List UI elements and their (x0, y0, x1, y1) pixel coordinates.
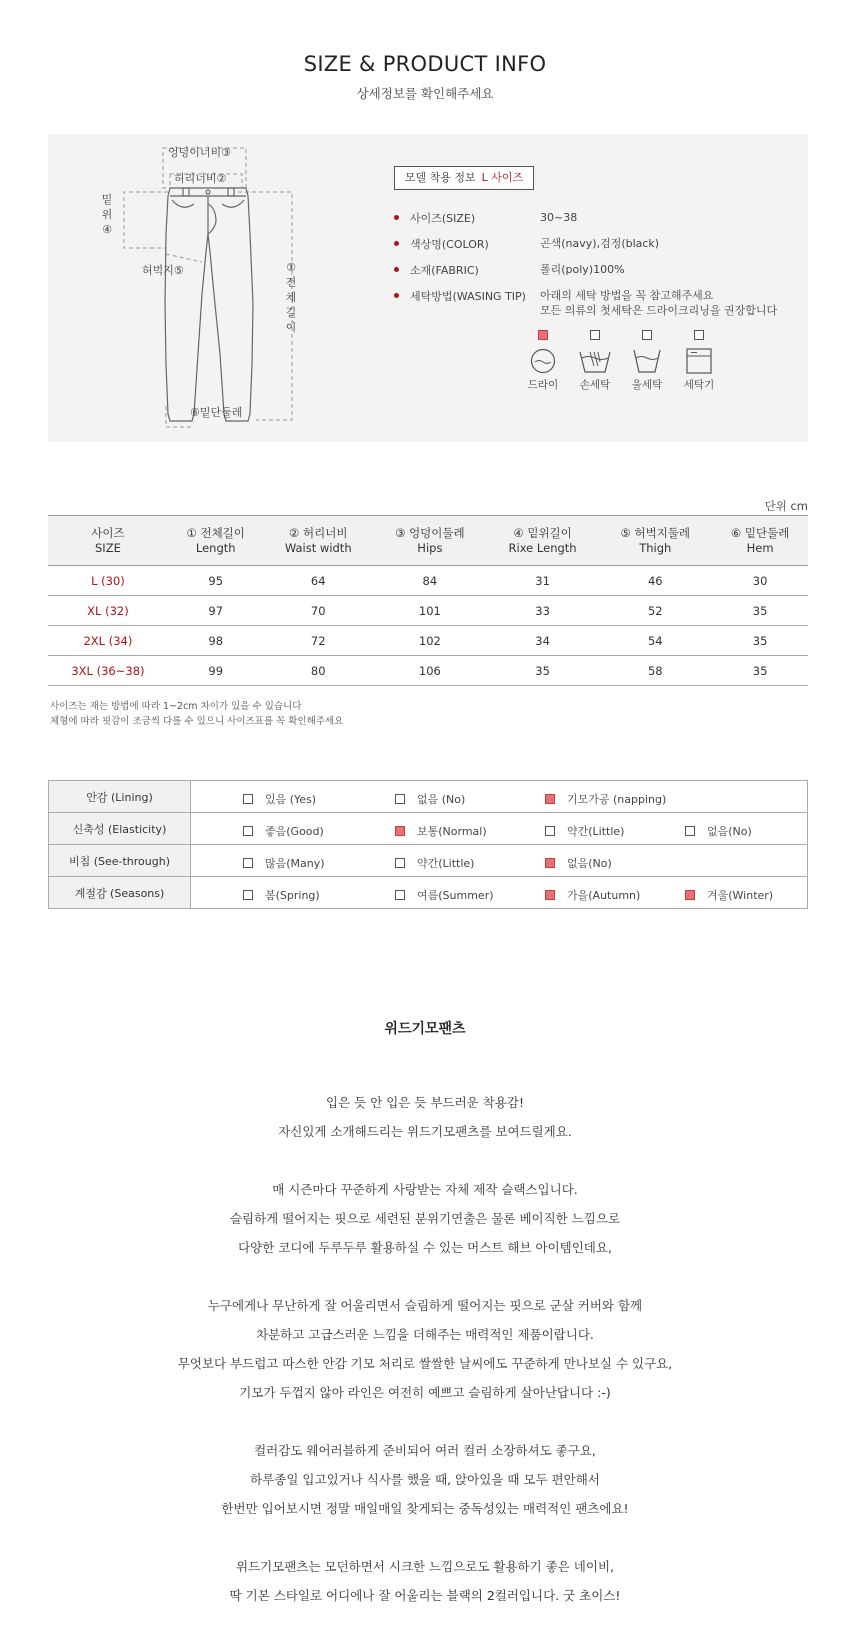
checkbox-checked-icon (395, 826, 405, 836)
table-cell: 35 (487, 656, 599, 686)
diagram-label-hem: ⑥밑단둘레 (190, 406, 243, 419)
description-line: 자신있게 소개해드리는 위드기모팬츠를 보여드릴게요. (278, 1124, 572, 1139)
model-size-label: 모델 착용 정보 (404, 171, 476, 184)
attr-option: 겨울(Winter) (685, 887, 773, 903)
description-line: 차분하고 고급스러운 느낌을 더해주는 매력적인 제품이랍니다. (256, 1327, 594, 1342)
table-cell: 80 (264, 656, 373, 686)
attr-option: 가을(Autumn) (545, 887, 640, 903)
attr-option: 약간(Little) (545, 823, 624, 839)
header-hips: ③ 엉덩이둘레 Hips (373, 516, 487, 566)
hand-wash-icon (578, 348, 612, 374)
spec-key: 사이즈(SIZE) (410, 212, 476, 225)
table-cell: 102 (373, 626, 487, 656)
attr-row-see-through (49, 845, 808, 877)
diagram-label-waist: 허리너비② (174, 172, 227, 185)
diagram-label-thigh: 허벅지⑤ (142, 264, 184, 277)
description-line: 누구에게나 무난하게 잘 어울리면서 슬림하게 떨어지는 핏으로 군살 커버와 함께 (207, 1298, 643, 1313)
dry-clean-icon (529, 348, 557, 374)
table-cell: 35 (712, 626, 808, 656)
spec-value: 30~38 (540, 211, 578, 224)
checkbox-checked-icon (545, 858, 555, 868)
table-cell: 84 (373, 566, 487, 596)
attr-option: 없음(No) (545, 855, 612, 871)
description-line: 입은 듯 안 입은 듯 부드러운 착용감! (326, 1095, 524, 1110)
table-cell: 95 (168, 566, 264, 596)
checkbox-icon (642, 330, 652, 340)
spec-key: 세탁방법(WASING TIP) (410, 290, 526, 303)
description-line: 딱 기본 스타일로 어디에나 잘 어울리는 블랙의 2컬러입니다. 굿 초이스! (229, 1588, 621, 1603)
attr-label: 안감 (Lining) (49, 781, 191, 813)
table-row (48, 566, 808, 596)
size-note-2: 체형에 따라 핏감이 조금씩 다를 수 있으니 사이즈표를 꼭 확인해주세요 (50, 716, 344, 727)
wash-tip-line-1: 아래의 세탁 방법을 꼭 참고해주세요 (540, 289, 714, 302)
table-cell: 101 (373, 596, 487, 626)
attr-row-seasons (49, 877, 808, 909)
header-waist: ② 허리너비 Waist width (264, 516, 373, 566)
size-table (48, 515, 808, 686)
size-cell: 2XL (34) (48, 626, 168, 656)
checkbox-icon (694, 330, 704, 340)
table-cell: 30 (712, 566, 808, 596)
diagram-label-length: ①전체길이 (285, 261, 297, 334)
spec-key: 색상명(COLOR) (410, 238, 489, 251)
spec-key: 소재(FABRIC) (410, 264, 479, 277)
checkbox-checked-icon (545, 794, 555, 804)
attr-row-lining (49, 781, 808, 813)
wash-option-wool (622, 330, 672, 392)
description-line: 컬러감도 웨어러블하게 준비되어 여러 컬러 소장하셔도 좋구요, (254, 1443, 596, 1458)
wash-option-hand (570, 330, 620, 392)
checkbox-icon (395, 858, 405, 868)
header-thigh: ⑤ 허벅지둘레 Thigh (598, 516, 712, 566)
header-size: 사이즈 SIZE (48, 516, 168, 566)
description-line: 슬림하게 떨어지는 핏으로 세련된 분위기연출은 물론 베이직한 느낌으로 (229, 1211, 621, 1226)
spec-value: 곤색(navy),검정(black) (540, 237, 660, 250)
description-line (0, 1262, 850, 1291)
table-cell: 58 (598, 656, 712, 686)
wash-label: 세탁기 (683, 379, 715, 391)
attr-row-elasticity (49, 813, 808, 845)
attr-option: 없음(No) (685, 823, 752, 839)
description-line: 매 시즌마다 꾸준하게 사랑받는 자체 제작 슬랙스입니다. (272, 1182, 578, 1197)
page-subtitle: 상세정보를 확인해주세요 (356, 86, 494, 101)
bullet-icon (394, 241, 399, 246)
wash-option-dry (518, 330, 568, 392)
description-line: 무엇보다 부드럽고 따스한 안감 기모 처리로 쌀쌀한 날씨에도 꾸준하게 만나보실 수 있구요, (177, 1356, 673, 1371)
size-note-1: 사이즈는 재는 방법에 따라 1~2cm 차이가 있을 수 있습니다 (50, 701, 302, 712)
table-cell: 54 (598, 626, 712, 656)
checkbox-icon (395, 890, 405, 900)
spec-value: 폴리(poly)100% (540, 263, 625, 276)
table-cell: 35 (712, 656, 808, 686)
attr-option: 약간(Little) (395, 855, 474, 871)
wash-label: 드라이 (527, 379, 559, 391)
wool-wash-icon (632, 348, 662, 374)
bullet-icon (394, 215, 399, 220)
checkbox-icon (243, 890, 253, 900)
description-body (0, 1088, 850, 1610)
table-cell: 46 (598, 566, 712, 596)
wash-option-machine (674, 330, 724, 392)
washing-machine-icon (685, 348, 713, 374)
size-table-header (48, 516, 808, 566)
bullet-icon (394, 293, 399, 298)
table-cell: 70 (264, 596, 373, 626)
page-title: SIZE & PRODUCT INFO (303, 52, 547, 76)
description-line: 위드기모팬츠는 모던하면서 시크한 느낌으로도 활용하기 좋은 네이비, (236, 1559, 614, 1574)
attr-label: 비침 (See-through) (49, 845, 191, 877)
unit-label: 단위 cm (764, 499, 808, 513)
checkbox-icon (545, 826, 555, 836)
checkbox-icon (243, 794, 253, 804)
wash-label: 손세탁 (579, 379, 611, 391)
description-title: 위드기모팬츠 (384, 1021, 466, 1037)
attr-option: 봄(Spring) (243, 887, 320, 903)
table-cell: 33 (487, 596, 599, 626)
table-row (48, 656, 808, 686)
table-cell: 31 (487, 566, 599, 596)
checkbox-checked-icon (685, 890, 695, 900)
table-row (48, 626, 808, 656)
attr-label: 계절감 (Seasons) (49, 877, 191, 909)
checkbox-checked-icon (545, 890, 555, 900)
table-cell: 72 (264, 626, 373, 656)
description-line (0, 1407, 850, 1436)
attr-option: 보통(Normal) (395, 823, 487, 839)
attr-option: 있음 (Yes) (243, 791, 316, 807)
header-rise: ④ 밑위길이 Rixe Length (487, 516, 599, 566)
table-cell: 35 (712, 596, 808, 626)
size-cell: L (30) (48, 566, 168, 596)
description-line: 다양한 코디에 두루두루 활용하실 수 있는 머스트 해브 아이템인데요, (238, 1240, 612, 1255)
table-cell: 98 (168, 626, 264, 656)
description-line (0, 1146, 850, 1175)
header-length: ① 전체길이 Length (168, 516, 264, 566)
wash-label: 울세탁 (631, 379, 663, 391)
diagram-label-rise: 밑위④ (101, 193, 113, 236)
attr-option: 없음 (No) (395, 791, 465, 807)
checkbox-icon (243, 858, 253, 868)
checkbox-icon (590, 330, 600, 340)
attr-option: 여름(Summer) (395, 887, 494, 903)
wash-tip-line-2: 모든 의류의 첫세탁은 드라이크리닝을 권장합니다 (540, 304, 778, 317)
checkbox-icon (243, 826, 253, 836)
attr-option: 좋음(Good) (243, 823, 324, 839)
attribute-table (48, 780, 808, 909)
bullet-icon (394, 267, 399, 272)
attr-label: 신축성 (Elasticity) (49, 813, 191, 845)
attr-option: 많음(Many) (243, 855, 325, 871)
product-info-panel (48, 134, 808, 442)
table-cell: 64 (264, 566, 373, 596)
checkbox-icon (685, 826, 695, 836)
header-hem: ⑥ 밑단둘레 Hem (712, 516, 808, 566)
table-cell: 52 (598, 596, 712, 626)
description-line: 기모가 두껍지 않아 라인은 여전히 예쁘고 슬림하게 살아난답니다 :-) (239, 1385, 611, 1400)
table-cell: 106 (373, 656, 487, 686)
size-cell: 3XL (36~38) (48, 656, 168, 686)
attr-option: 기모가공 (napping) (545, 791, 666, 807)
model-size-value: L 사이즈 (481, 171, 524, 184)
table-cell: 34 (487, 626, 599, 656)
diagram-label-hips: 엉덩이너비③ (168, 146, 231, 159)
table-cell: 97 (168, 596, 264, 626)
size-cell: XL (32) (48, 596, 168, 626)
description-line (0, 1523, 850, 1552)
checkbox-icon (395, 794, 405, 804)
checkbox-checked-icon (538, 330, 548, 340)
spec-value (540, 288, 777, 318)
description-line: 한번만 입어보시면 정말 매일매일 찾게되는 중독성있는 매력적인 팬츠에요! (221, 1501, 629, 1516)
model-size-info (394, 166, 534, 190)
table-cell: 99 (168, 656, 264, 686)
table-row (48, 596, 808, 626)
description-line: 하루종일 입고있거나 식사를 했을 때, 앉아있을 때 모두 편안해서 (250, 1472, 600, 1487)
